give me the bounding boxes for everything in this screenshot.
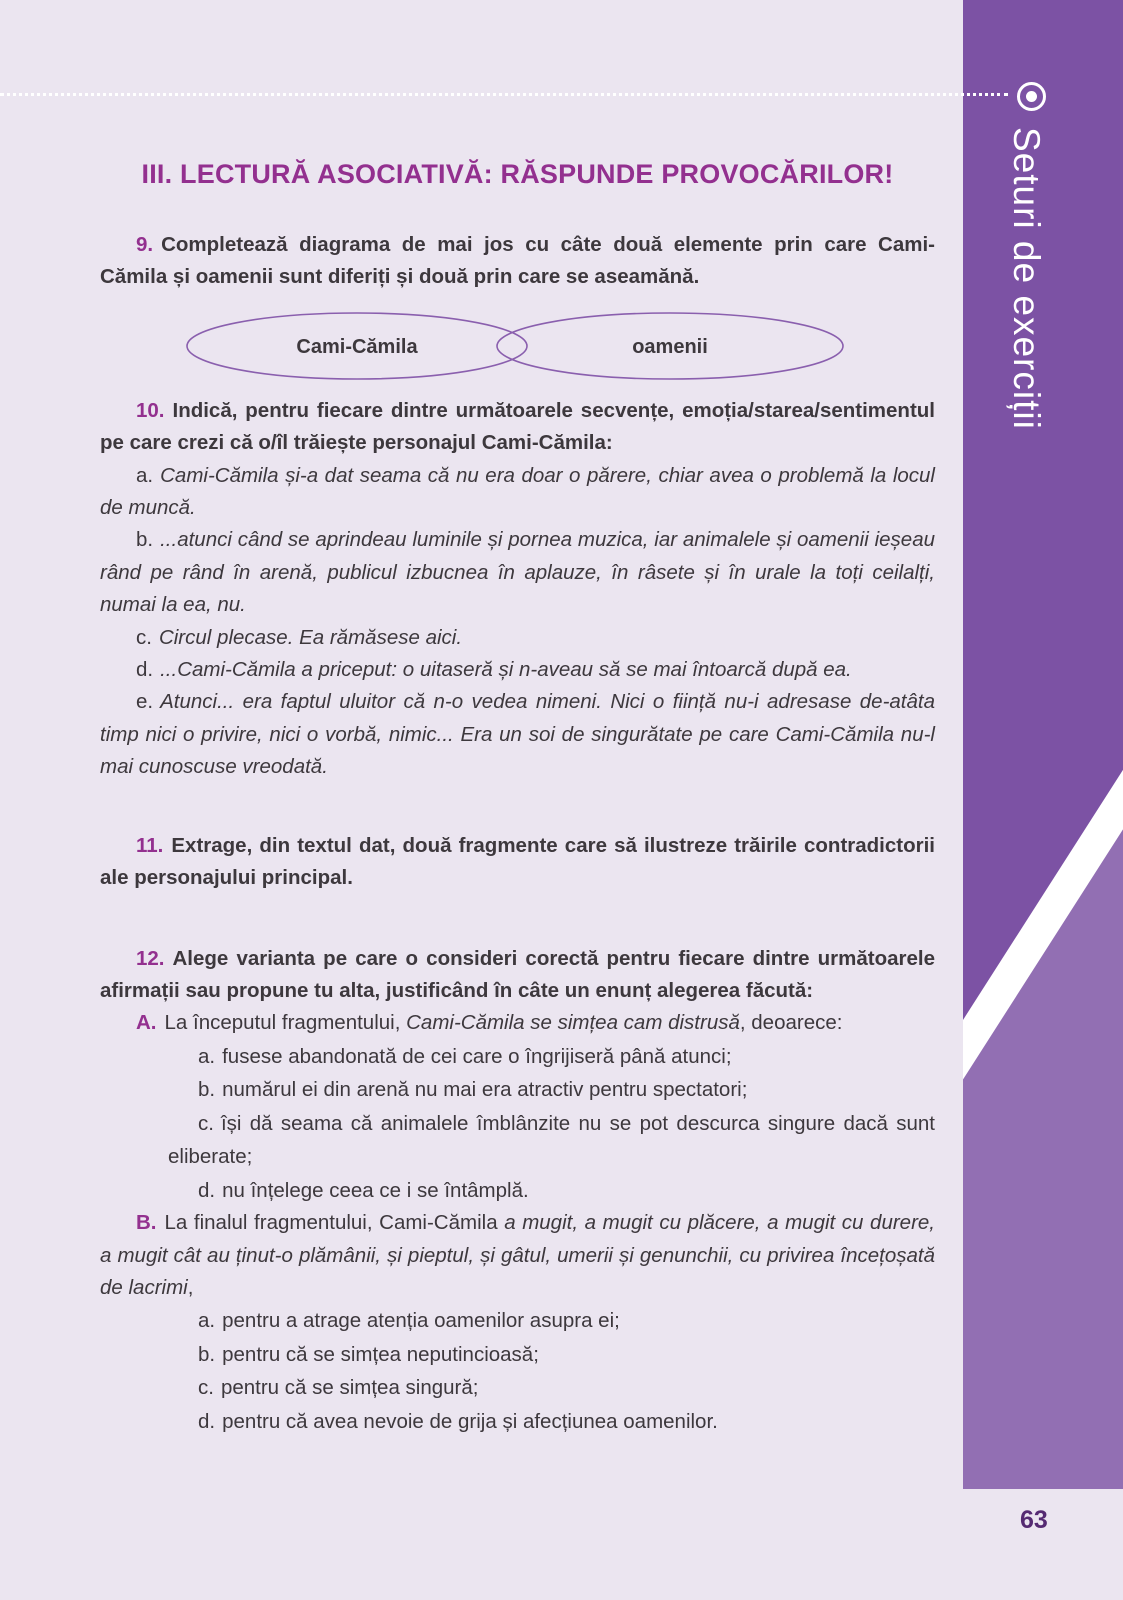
statement-A-choice-c	[100, 1107, 935, 1174]
statement-A-italic: Cami-Cămila se simțea cam distrusă	[406, 1011, 740, 1035]
item-e-label: e.	[136, 690, 154, 714]
exercise-9-text: Completează diagrama de mai jos cu câte două elemente prin care Cami-Cămila și oamenii sunt diferiți și două prin care se aseamănă.	[100, 233, 935, 289]
statement-B-post: ,	[187, 1276, 194, 1300]
statement-A-choice-d	[100, 1174, 935, 1208]
choice-text: fusese abandonată de cei care o îngrijiseră până atunci;	[222, 1044, 732, 1068]
exercise-9-number: 9.	[136, 233, 154, 256]
sidebar-tab	[963, 0, 1123, 1489]
choice-label: b.	[198, 1342, 216, 1366]
item-a-quote: Cami-Cămila și-a dat seama că nu era doar o părere, chiar avea o problemă la locul de muncă.	[100, 463, 935, 520]
item-d-label: d.	[136, 658, 154, 682]
exercise-10-text: Indică, pentru fiecare dintre următoarele secvențe, emoția/starea/sentimentul pe care crezi că o/îl trăiește personajul Cami-Cămila:	[100, 398, 935, 455]
choice-text: pentru că se simțea singură;	[220, 1376, 479, 1400]
venn-left-label: Cami-Cămila	[296, 335, 418, 358]
statement-A	[100, 1007, 935, 1039]
exercise-10-item-d	[100, 654, 935, 686]
exercise-12-text: Alege varianta pe care o consideri corectă pentru fiecare dintre următoarele afirmații sau propune tu alta, justificând în câte un enunț alegerea făcută:	[100, 946, 935, 1002]
exercise-10-item-e	[100, 686, 935, 783]
statement-A-choice-a	[100, 1040, 935, 1074]
exercise-12-number: 12.	[136, 946, 165, 970]
item-e-quote: Atunci... era faptul uluitor că n-o vedea nimeni. Nici o ființă nu-i adresase de-atâta timp nici o privire, nici o vorbă, nimic... Era un soi de singurătate pe care Cami-Cămila nu-l mai cunoscuse vreodată.	[100, 690, 935, 779]
statement-B-choice-a	[100, 1304, 935, 1338]
exercise-9-prompt	[100, 229, 935, 294]
item-c-label: c.	[136, 625, 152, 649]
statement-B-label: B.	[136, 1211, 157, 1235]
statement-A-pre: La începutul fragmentului,	[164, 1011, 407, 1035]
sidebar-vertical-label: Seturi de exerciții	[1006, 127, 1047, 430]
choice-text: pentru a atrage atenția oamenilor asupra ei;	[222, 1309, 620, 1333]
choice-label: a.	[198, 1309, 216, 1333]
statement-B-italic: a mugit, a mugit cu plăcere, a mugit cu durere, a mugit cât au ținut-o plămânii, și pieptul, și gâtul, umerii și genunchii, cu privirea încețoșată de lacrimi	[100, 1211, 936, 1300]
statement-B	[100, 1207, 935, 1304]
statement-A-post: , deoarece:	[739, 1011, 843, 1035]
statement-A-label: A.	[136, 1011, 157, 1035]
choice-text: numărul ei din arenă nu mai era atractiv pentru spectatori;	[222, 1078, 748, 1102]
exercise-11-prompt	[100, 830, 935, 895]
item-c-quote: Circul plecase. Ea rămăsese aici.	[158, 625, 463, 649]
statement-B-choice-c	[100, 1371, 935, 1405]
page-number: 63	[1020, 1506, 1048, 1534]
choice-label: d.	[198, 1409, 216, 1433]
item-b-label: b.	[136, 528, 154, 552]
choice-text: își dă seama că animalele îmblânzite nu se pot descurca singure dacă sunt eliberate;	[168, 1111, 935, 1169]
item-d-quote: ...Cami-Cămila a priceput: o uitaseră și n-aveau să se mai întoarcă după ea.	[160, 658, 852, 682]
item-a-label: a.	[136, 463, 154, 487]
statement-B-choice-d	[100, 1405, 935, 1439]
section-title: III. LECTURĂ ASOCIATIVĂ: RĂSPUNDE PROVOCĂRILOR!	[141, 159, 894, 189]
choice-label: c.	[198, 1376, 214, 1400]
choice-text: pentru că se simțea neputincioasă;	[222, 1342, 539, 1366]
exercise-11-text: Extrage, din textul dat, două fragmente care să ilustreze trăirile contradictorii ale personajului principal.	[100, 833, 935, 890]
exercise-12-prompt	[100, 943, 935, 1008]
choice-label: a.	[198, 1044, 216, 1068]
exercise-10-item-b	[100, 524, 935, 621]
choice-label: c.	[198, 1111, 214, 1135]
statement-B-pre: La finalul fragmentului, Cami-Cămila	[164, 1211, 505, 1235]
dotted-separator-line	[0, 93, 1008, 96]
choice-label: b.	[198, 1078, 216, 1102]
venn-diagram	[184, 310, 846, 382]
choice-label: d.	[198, 1178, 216, 1202]
exercise-11-number: 11.	[136, 833, 164, 857]
venn-right-label: oamenii	[632, 335, 708, 358]
exercise-10-item-a	[100, 460, 935, 525]
exercise-10-prompt	[100, 395, 935, 460]
exercise-10-number: 10.	[136, 398, 165, 422]
exercise-10-item-c	[100, 622, 935, 654]
statement-A-choice-b	[100, 1073, 935, 1107]
bullseye-icon	[1017, 82, 1046, 111]
choice-text: nu înțelege ceea ce i se întâmplă.	[222, 1178, 529, 1202]
choice-text: pentru că avea nevoie de grija și afecțiunea oamenilor.	[222, 1409, 718, 1433]
item-b-quote: ...atunci când se aprindeau luminile și pornea muzica, iar animalele și oamenii ieșeau rând pe rând în arenă, publicul izbucnea în aplauze, în râsete și în urale la toți ceilalți, numai la ea, nu.	[100, 528, 935, 617]
statement-B-choice-b	[100, 1338, 935, 1372]
